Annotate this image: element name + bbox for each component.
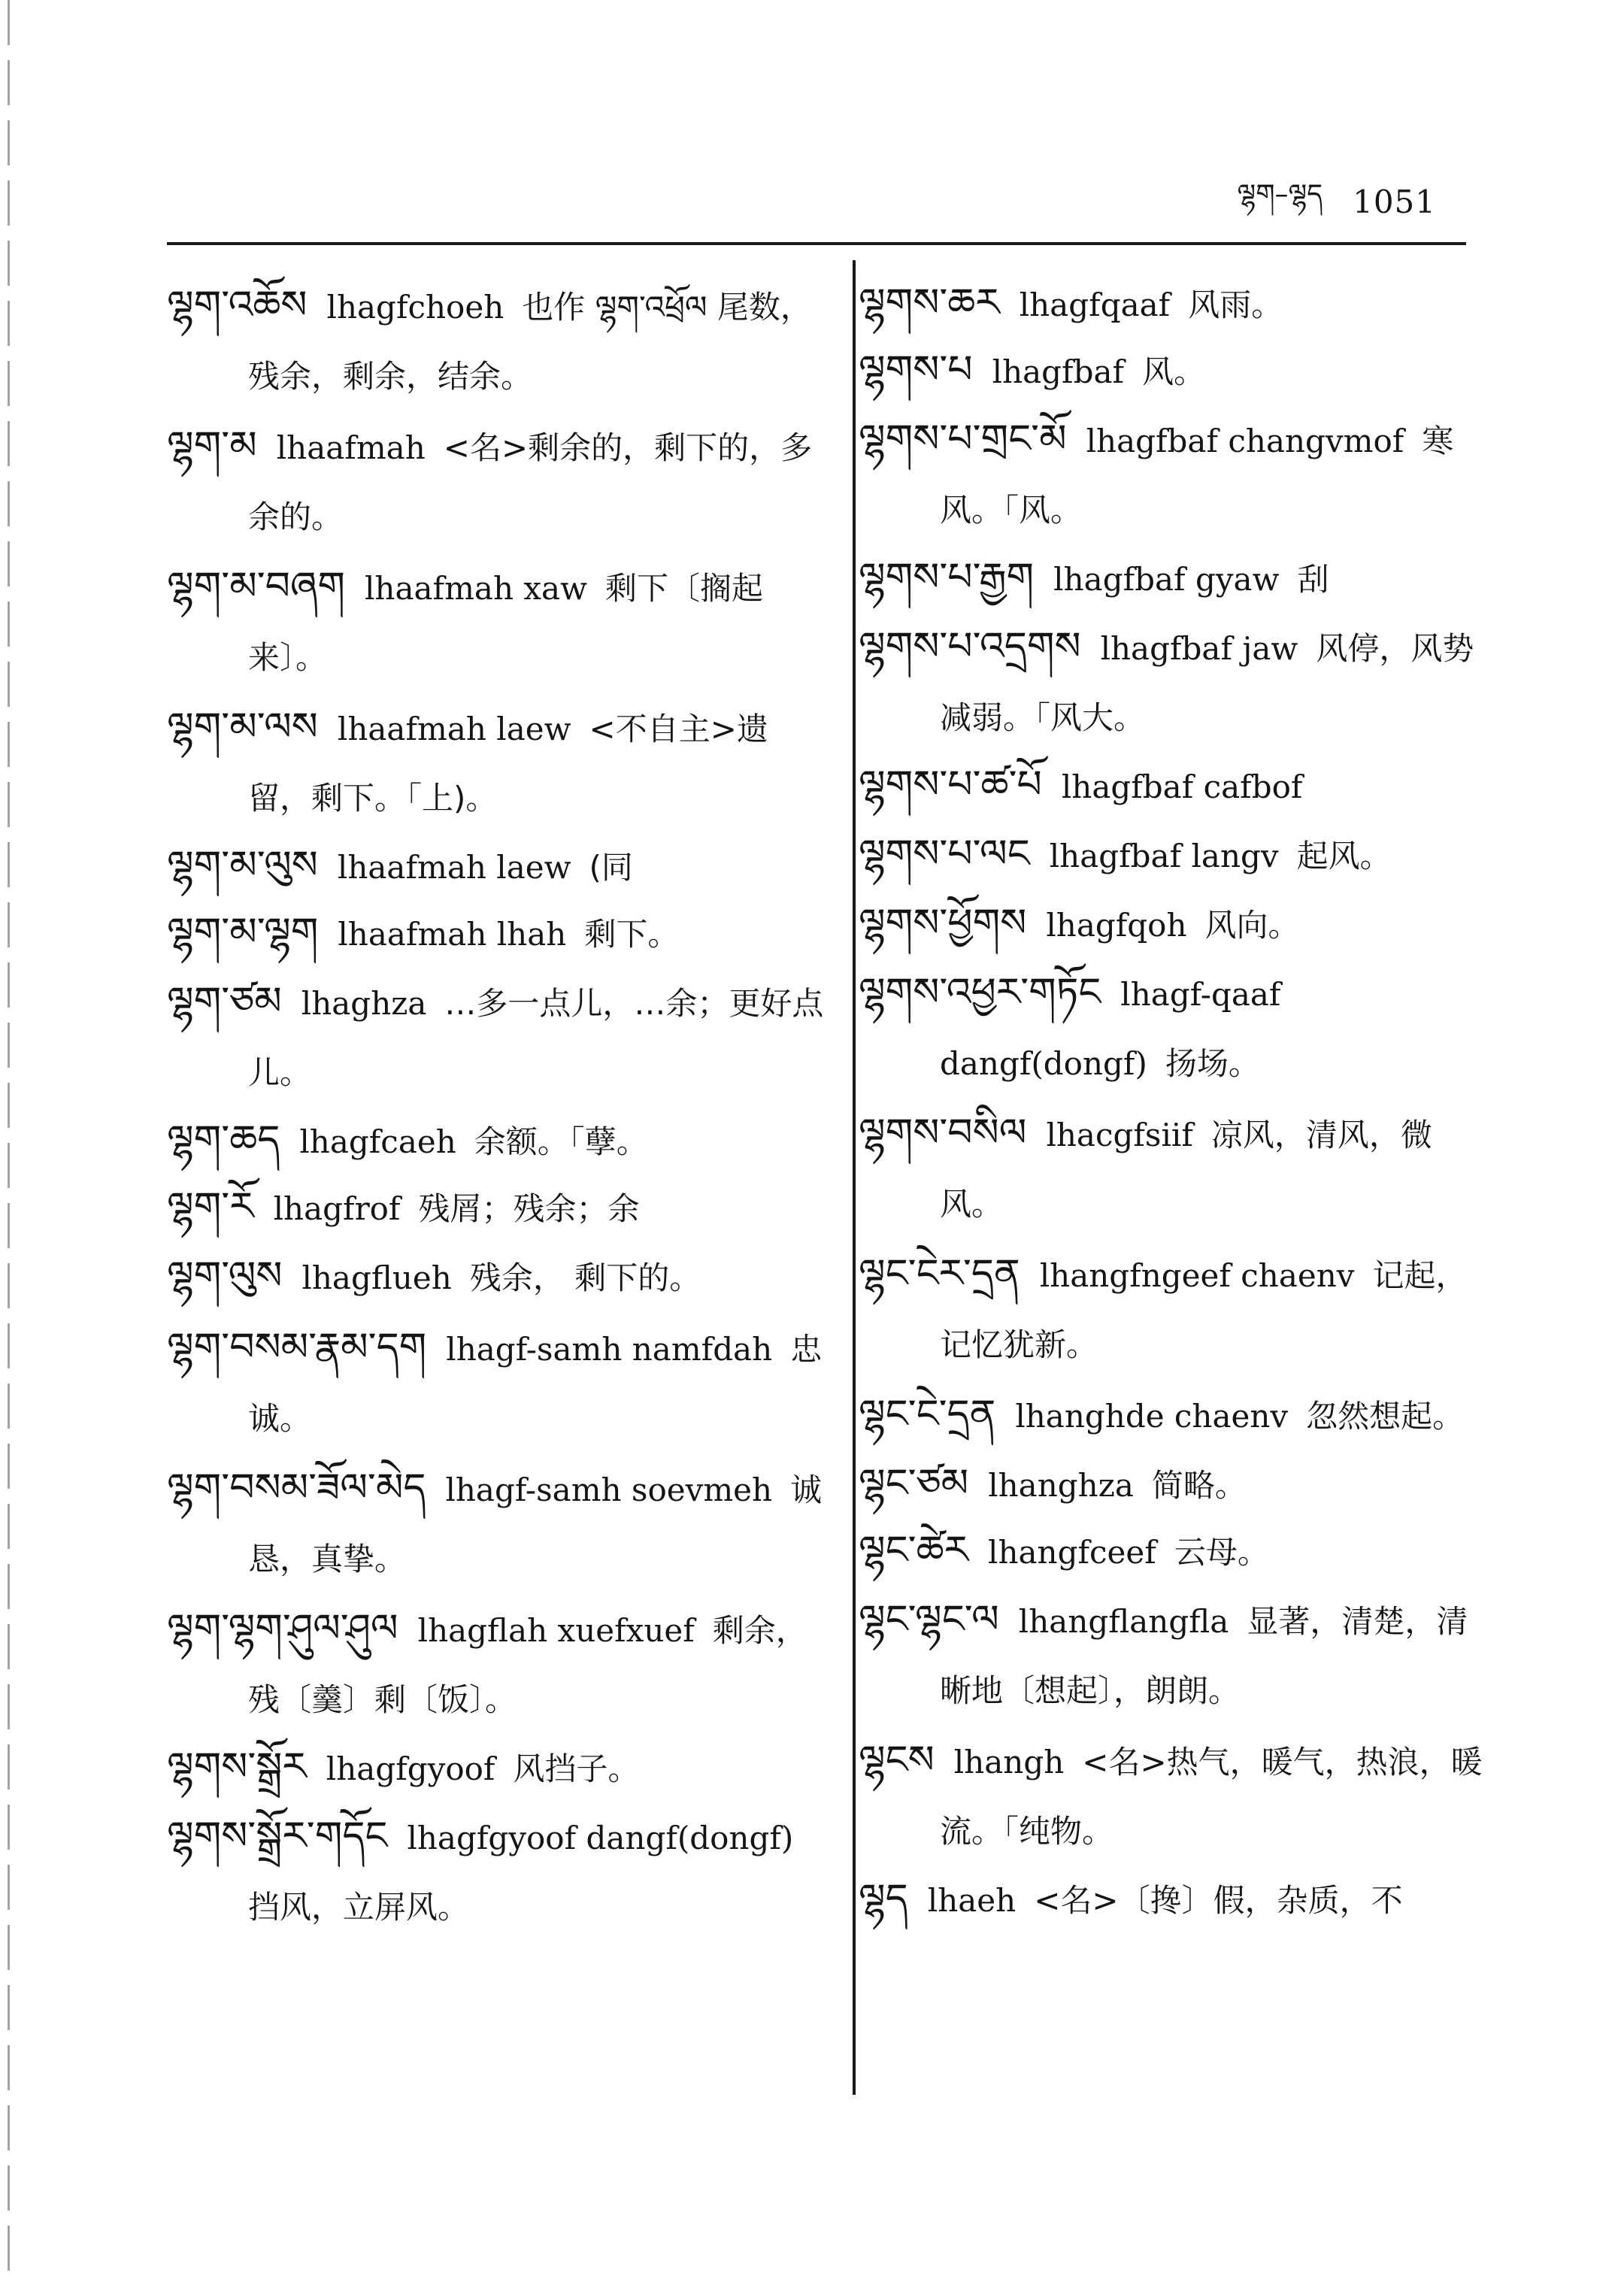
tibetan-headword: ལྷགས་འཕྱར་གཏོང — [859, 970, 1101, 1015]
tibetan-headword: ལྷགས་པ་རྒྱག — [859, 555, 1035, 600]
romanization: lhaafmah laew — [337, 711, 571, 747]
definition: <不自主>遗留，剩下。「上)。 — [248, 711, 768, 817]
dictionary-entry — [167, 1108, 829, 1174]
dictionary-entry — [859, 820, 1490, 891]
tibetan-headword: ལྷགས་པ་འདྲགས — [859, 624, 1081, 669]
dictionary-entry — [859, 1380, 1490, 1451]
romanization: lhagfqoh — [1046, 907, 1187, 944]
tibetan-headword: ལྷང་ལྷང་ལ — [859, 1597, 999, 1642]
romanization: lhanghza — [988, 1467, 1134, 1504]
romanization: lhagfgyoof — [326, 1750, 495, 1787]
romanization: lhangfngeef chaenv — [1039, 1257, 1355, 1294]
dictionary-entry — [167, 411, 829, 552]
romanization: lhangh — [953, 1744, 1065, 1780]
definition: 显著，清楚，清晰地〔想起〕，朗朗。 — [940, 1603, 1468, 1709]
dictionary-entry — [859, 753, 1490, 820]
romanization: lhagfbaf changvmof — [1086, 423, 1404, 459]
dictionary-entry — [859, 545, 1490, 612]
tibetan-headword: ལྷངས — [859, 1738, 935, 1783]
dictionary-entry — [859, 338, 1490, 405]
dictionary-entry — [859, 1451, 1490, 1518]
page-number: 1051 — [1353, 183, 1436, 220]
tibetan-headword: ལྷག་ཙམ — [167, 979, 282, 1024]
dictionary-entry — [167, 1174, 829, 1241]
romanization: lhagf-samh namfdah — [446, 1331, 773, 1368]
definition: 刮 — [1297, 561, 1329, 598]
definition: 也作 ལྷག་འཕྲོལ 尾数，残余，剩余，结余。 — [248, 289, 812, 395]
definition: 起风。 — [1296, 838, 1392, 874]
right-column — [859, 271, 1490, 1933]
left-column — [167, 271, 829, 1942]
dictionary-entry — [859, 958, 1490, 1099]
romanization: lhagfqaaf — [1019, 286, 1171, 323]
dictionary-entry — [167, 271, 829, 411]
tibetan-headword: ལྷགས་སྒྲོར་གདོང — [167, 1814, 388, 1859]
definition: 风停，风势减弱。「风大。 — [940, 630, 1474, 736]
definition: 风雨。 — [1188, 286, 1283, 323]
definition: 残屑；残余；余 — [418, 1190, 640, 1227]
tibetan-headword: ལྷགས་པ་ལང — [859, 832, 1030, 877]
romanization: lhaafmah — [276, 429, 426, 466]
romanization: lhagf-samh soevmeh — [445, 1471, 773, 1508]
romanization: lhagfbaf jaw — [1100, 630, 1298, 667]
tibetan-headword: ལྷང་ངེར་དྲན — [859, 1251, 1020, 1296]
tibetan-headword: ལྷགས་ཆར — [859, 280, 1000, 326]
tibetan-headword: ལྷག་བསམ་རྣམ་དག — [167, 1325, 427, 1370]
dictionary-entry — [167, 1453, 829, 1594]
scan-edge-mark — [8, 0, 10, 2282]
romanization: lhaafmah xaw — [364, 570, 588, 607]
dictionary-entry — [859, 1099, 1490, 1239]
dictionary-entry — [859, 271, 1490, 338]
tibetan-headword: ལྷག་མ་ལུས — [167, 843, 318, 888]
dictionary-entry — [859, 1239, 1490, 1380]
tibetan-headword: ལྷག་མ — [167, 423, 257, 468]
tibetan-headword: ལྷགས་བསིལ — [859, 1111, 1027, 1156]
tibetan-headword: ལྷགས་པ་གྲང་མོ — [859, 417, 1067, 462]
tibetan-headword: ལྷགས་པ — [859, 347, 973, 392]
definition: 扬场。 — [1165, 1045, 1260, 1082]
definition: 剩余，残〔羹〕剩〔饭〕。 — [248, 1612, 807, 1718]
page-header — [1238, 171, 1436, 232]
romanization: lhagfgyoof dangf(dongf) — [407, 1820, 794, 1856]
romanization: lhangflangfla — [1018, 1603, 1229, 1640]
header-range: ལྷག–ལྷད — [1237, 179, 1323, 210]
tibetan-headword: ལྷང་ཚེར — [859, 1528, 969, 1573]
tibetan-headword: ལྷག་ལྷག་ཤུལ་ཤུལ — [167, 1606, 398, 1651]
definition: <名>剩余的，剩下的，多余的。 — [248, 429, 813, 535]
romanization: lhanghde chaenv — [1015, 1398, 1289, 1435]
dictionary-entry — [167, 1241, 829, 1313]
dictionary-entry — [167, 967, 829, 1108]
tibetan-headword: ལྷག་བསམ་ཟོལ་མེད — [167, 1465, 426, 1511]
tibetan-headword: ལྷགས་པ་ཚ་པོ — [859, 762, 1042, 808]
column-divider — [853, 260, 856, 2095]
dictionary-entry — [859, 891, 1490, 958]
tibetan-headword: ལྷག་མ་ལས — [167, 705, 318, 750]
dictionary-entry — [859, 1518, 1490, 1585]
romanization: lhagfbaf — [992, 353, 1125, 390]
dictionary-entry — [859, 612, 1490, 753]
definition: 忠诚。 — [248, 1331, 823, 1437]
romanization: lhagflueh — [301, 1259, 452, 1296]
dictionary-entry — [167, 1802, 829, 1942]
tibetan-headword: ལྷག་མ་ལྷག — [167, 910, 319, 955]
definition: 云母。 — [1174, 1534, 1269, 1571]
definition: …多一点儿，…余；更好点儿。 — [248, 985, 824, 1091]
romanization: lhagflah xuefxuef — [417, 1612, 695, 1649]
tibetan-headword: ལྷག་ལུས — [167, 1253, 283, 1299]
dictionary-entry — [167, 1313, 829, 1453]
definition: 寒风。「风。 — [940, 423, 1454, 529]
tibetan-headword: ལྷག་ཆད — [167, 1117, 280, 1162]
romanization: lhaeh — [927, 1882, 1017, 1919]
tibetan-headword: ལྷང་ཙམ — [859, 1461, 969, 1506]
definition: (同 — [589, 849, 633, 886]
romanization: lhaafmah lhah — [338, 916, 567, 953]
definition: 诚恳，真挚。 — [248, 1471, 823, 1577]
dictionary-entry — [859, 405, 1490, 545]
definition: 剩下。 — [584, 916, 680, 953]
tibetan-headword: ལྷགས་སྒྲོར — [167, 1744, 307, 1790]
definition: 剩下〔搁起来〕。 — [248, 570, 764, 676]
dictionary-entry — [167, 692, 829, 833]
tibetan-headword: ལྷག་མ་བཞག — [167, 564, 345, 609]
tibetan-headword: ལྷག་འཆོས — [167, 283, 308, 328]
dictionary-entry — [167, 552, 829, 692]
dictionary-entry — [167, 1735, 829, 1802]
romanization: lhagfrof — [273, 1190, 401, 1227]
romanization: lhagf-qaaf dangf(dongf) — [940, 976, 1281, 1082]
definition: 余额。「孽。 — [474, 1123, 648, 1160]
dictionary-entry — [167, 900, 829, 967]
header-rule — [167, 242, 1466, 245]
tibetan-headword: ལྷགས་ཕྱོགས — [859, 901, 1027, 946]
definition: 忽然想起。 — [1306, 1398, 1465, 1435]
definition: 风挡子。 — [513, 1750, 640, 1787]
definition: 记起，记忆犹新。 — [940, 1257, 1468, 1363]
romanization: lhagfbaf langv — [1049, 838, 1279, 874]
tibetan-headword: ལྷག་རོ — [167, 1184, 254, 1229]
dictionary-entry — [167, 833, 829, 900]
definition: 风。 — [1142, 353, 1206, 390]
definition: <名>热气，暖气，热浪，暖流。「纯物。 — [940, 1744, 1483, 1850]
romanization: lhaafmah laew — [337, 849, 571, 886]
definition: 残余， 剩下的。 — [469, 1259, 701, 1296]
romanization: lhangfceef — [988, 1534, 1156, 1571]
dictionary-entry — [167, 1594, 829, 1735]
romanization: lhagfbaf gyaw — [1053, 561, 1280, 598]
tibetan-headword: ལྷང་ངེ་དྲན — [859, 1392, 996, 1437]
tibetan-headword: ལྷད — [859, 1876, 908, 1921]
romanization: lhagfbaf cafbof — [1061, 768, 1303, 805]
romanization: lhaghza — [301, 985, 427, 1022]
dictionary-entry — [859, 1866, 1490, 1933]
romanization: lhagfchoeh — [326, 289, 504, 326]
definition: <名>〔搀〕假，杂质，不 — [1034, 1882, 1403, 1919]
definition: 简略。 — [1151, 1467, 1247, 1504]
dictionary-entry — [859, 1726, 1490, 1866]
definition: 风向。 — [1204, 907, 1300, 944]
definition: 挡风，立屏风。 — [248, 1889, 470, 1926]
dictionary-entry — [859, 1585, 1490, 1726]
romanization: lhacgfsiif — [1046, 1117, 1193, 1153]
romanization: lhagfcaeh — [299, 1123, 456, 1160]
definition: 凉风，清风，微风。 — [940, 1117, 1432, 1223]
